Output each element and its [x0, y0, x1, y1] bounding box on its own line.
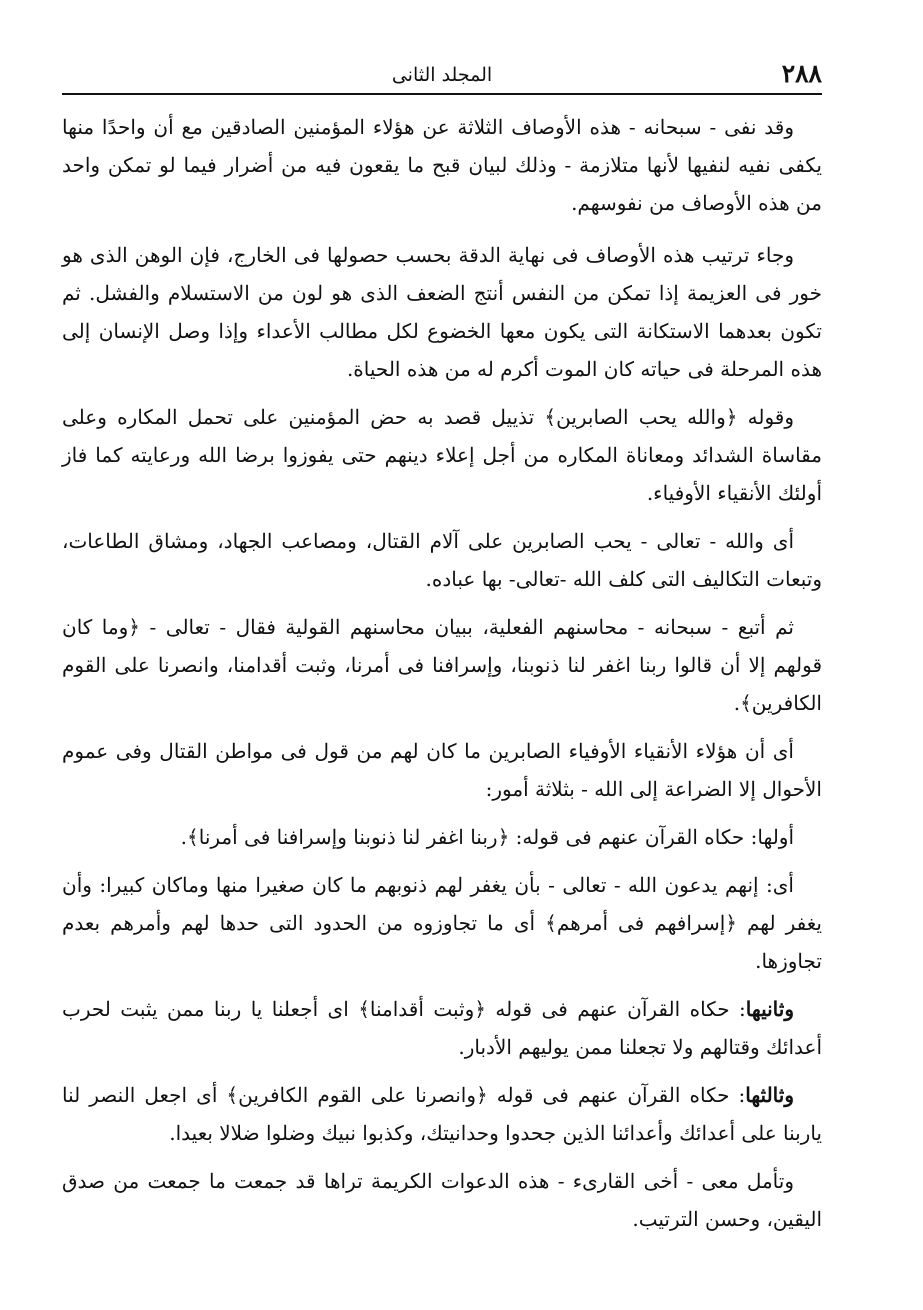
paragraph-text: : حكاه القرآن عنهم فى قوله ﴿وثبت أقدامنا﴾ اى أجعلنا يا ربنا ممن يثبت لحرب أعدائك وقتالهم ولا تجعلنا ممن يوليهم الأدبار. [62, 997, 822, 1059]
running-title: المجلد الثانى [391, 64, 493, 86]
paragraph [62, 108, 822, 222]
paragraph-lead: وثالثها [745, 1083, 794, 1107]
paragraph [62, 1162, 822, 1238]
paragraph [62, 522, 822, 598]
paragraph-text: وقد نفى - سبحانه - هذه الأوصاف الثلاثة عن هؤلاء المؤمنين الصادقين مع أن واحدًا منها يكفى نفيه لنفيها لأنها متلازمة - وذلك لبيان قبح ما يقعون فيه من أضرار فيما لو تمكن واحد من هذه الأوصاف من نفوسهم. [62, 115, 822, 215]
paragraph-text: أولها: حكاه القرآن عنهم فى قوله: ﴿ربنا اغفر لنا ذنوبنا وإسرافنا فى أمرنا﴾. [180, 825, 794, 849]
paragraph-text: : حكاه القرآن عنهم فى قوله ﴿وانصرنا على القوم الكافرين﴾ أى اجعل النصر لنا ياربنا على أعدائك وأعدائنا الذين جحدوا وحدانيتك، وكذبوا نبيك وضلوا ضلالا بعيدا. [62, 1083, 822, 1145]
paragraph [62, 990, 822, 1066]
paragraph-text: أى أن هؤلاء الأنقياء الأوفياء الصابرين ما كان لهم من قول فى مواطن القتال وفى عموم الأحوال إلا الضراعة إلى الله - بثلاثة أمور: [62, 739, 822, 801]
paragraph-text: أى: إنهم يدعون الله - تعالى - بأن يغفر لهم ذنوبهم ما كان صغيرا منها وماكان كبيرا: وأن يغفر لهم ﴿إسرافهم فى أمرهم﴾ أى ما تجاوزوه من الحدود التى حدها لهم وأمرهم بعدم تجاوزها. [62, 873, 822, 973]
page-number: ٢٨٨ [781, 59, 822, 88]
paragraph [62, 608, 822, 722]
header-rule [62, 93, 822, 95]
paragraph [62, 866, 822, 980]
paragraph [62, 398, 822, 512]
paragraph-text: ثم أتبع - سبحانه - محاسنهم الفعلية، ببيان محاسنهم القولية فقال - تعالى - ﴿وما كان قولهم إلا أن قالوا ربنا اغفر لنا ذنوبنا، وإسرافنا فى أمرنا، وثبت أقدامنا، وانصرنا على القوم الكافرين﴾. [62, 615, 822, 715]
paragraph-text: وجاء ترتيب هذه الأوصاف فى نهاية الدقة بحسب حصولها فى الخارج، فإن الوهن الذى هو خور فى العزيمة إذا تمكن من النفس أنتج الضعف الذى هو لون من الاستسلام والفشل. ثم تكون بعدهما الاستكانة التى يكون معها الخضوع لكل مطالب الأعداء وإذا وصل الإنسان إلى هذه المرحلة فى حياته كان الموت أكرم له من هذه الحياة. [62, 243, 822, 381]
paragraph-text: وقوله ﴿والله يحب الصابرين﴾ تذييل قصد به حض المؤمنين على تحمل المكاره وعلى مقاساة الشدائد ومعاناة المكاره من أجل إعلاء دينهم حتى يفوزوا برضا الله ورعايته كما فاز أولئك الأنقياء الأوفياء. [62, 405, 822, 505]
paragraph-text: وتأمل معى - أخى القارىء - هذه الدعوات الكريمة تراها قد جمعت ما جمعت من صدق اليقين، وحسن الترتيب. [62, 1169, 822, 1231]
body-text [62, 108, 822, 1248]
paragraph-lead: وثانيها [745, 997, 794, 1021]
page-header [62, 58, 822, 90]
paragraph [62, 732, 822, 808]
paragraph-text: أى والله - تعالى - يحب الصابرين على آلام القتال، ومصاعب الجهاد، ومشاق الطاعات، وتبعات التكاليف التى كلف الله -تعالى- بها عباده. [62, 529, 822, 591]
paragraph [62, 236, 822, 388]
paragraph [62, 1076, 822, 1152]
paragraph [62, 818, 822, 856]
